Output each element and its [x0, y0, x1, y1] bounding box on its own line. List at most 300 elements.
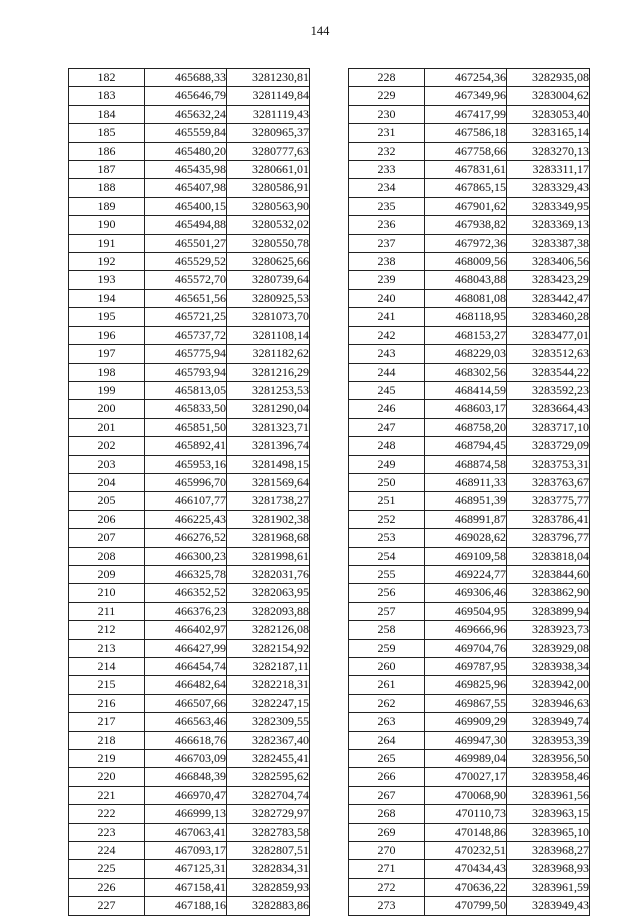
- x-coordinate-cell: 468911,33: [425, 473, 507, 491]
- y-coordinate-cell: 3280625,66: [227, 253, 310, 271]
- x-coordinate-cell: 468153,27: [425, 326, 507, 344]
- point-number-cell: 265: [349, 750, 425, 768]
- table-row: [349, 897, 590, 915]
- point-number-cell: 224: [69, 842, 145, 860]
- y-coordinate-cell: 3283942,00: [507, 676, 590, 694]
- y-coordinate-cell: 3282154,92: [227, 639, 310, 657]
- table-row: [69, 529, 310, 547]
- y-coordinate-cell: 3283961,59: [507, 878, 590, 896]
- coordinates-table-left: [68, 68, 310, 916]
- table-row: [349, 786, 590, 804]
- point-number-cell: 261: [349, 676, 425, 694]
- point-number-cell: 235: [349, 197, 425, 215]
- y-coordinate-cell: 3282859,93: [227, 878, 310, 896]
- table-row: [349, 345, 590, 363]
- point-number-cell: 196: [69, 326, 145, 344]
- y-coordinate-cell: 3280739,64: [227, 271, 310, 289]
- table-row: [349, 639, 590, 657]
- table-row: [349, 492, 590, 510]
- x-coordinate-cell: 465996,70: [145, 473, 227, 491]
- x-coordinate-cell: 470636,22: [425, 878, 507, 896]
- point-number-cell: 249: [349, 455, 425, 473]
- table-row: [349, 602, 590, 620]
- point-number-cell: 187: [69, 161, 145, 179]
- x-coordinate-cell: 466482,64: [145, 676, 227, 694]
- y-coordinate-cell: 3283004,62: [507, 87, 590, 105]
- point-number-cell: 214: [69, 658, 145, 676]
- table-row: [69, 860, 310, 878]
- y-coordinate-cell: 3282126,08: [227, 621, 310, 639]
- x-coordinate-cell: 466563,46: [145, 713, 227, 731]
- table-row: [69, 455, 310, 473]
- point-number-cell: 244: [349, 363, 425, 381]
- table-row: [69, 602, 310, 620]
- y-coordinate-cell: 3282093,88: [227, 602, 310, 620]
- point-number-cell: 269: [349, 823, 425, 841]
- y-coordinate-cell: 3283953,39: [507, 731, 590, 749]
- x-coordinate-cell: 467125,31: [145, 860, 227, 878]
- table-row: [69, 105, 310, 123]
- x-coordinate-cell: 465688,33: [145, 69, 227, 87]
- x-coordinate-cell: 470148,86: [425, 823, 507, 841]
- x-coordinate-cell: 469787,95: [425, 658, 507, 676]
- table-body-left: [69, 69, 310, 916]
- table-row: [69, 87, 310, 105]
- x-coordinate-cell: 468603,17: [425, 400, 507, 418]
- y-coordinate-cell: 3283968,27: [507, 842, 590, 860]
- x-coordinate-cell: 467158,41: [145, 878, 227, 896]
- x-coordinate-cell: 468951,39: [425, 492, 507, 510]
- table-row: [69, 897, 310, 915]
- x-coordinate-cell: 469504,95: [425, 602, 507, 620]
- y-coordinate-cell: 3283592,23: [507, 381, 590, 399]
- x-coordinate-cell: 466276,52: [145, 529, 227, 547]
- table-row: [69, 437, 310, 455]
- x-coordinate-cell: 466352,52: [145, 584, 227, 602]
- x-coordinate-cell: 469109,58: [425, 547, 507, 565]
- point-number-cell: 232: [349, 142, 425, 160]
- x-coordinate-cell: 466703,09: [145, 750, 227, 768]
- y-coordinate-cell: 3283442,47: [507, 289, 590, 307]
- y-coordinate-cell: 3280925,53: [227, 289, 310, 307]
- table-row: [69, 547, 310, 565]
- point-number-cell: 272: [349, 878, 425, 896]
- table-row: [69, 584, 310, 602]
- x-coordinate-cell: 467586,18: [425, 124, 507, 142]
- point-number-cell: 268: [349, 805, 425, 823]
- x-coordinate-cell: 466618,76: [145, 731, 227, 749]
- x-coordinate-cell: 467188,16: [145, 897, 227, 915]
- x-coordinate-cell: 466376,23: [145, 602, 227, 620]
- table-row: [349, 326, 590, 344]
- point-number-cell: 262: [349, 694, 425, 712]
- point-number-cell: 183: [69, 87, 145, 105]
- table-row: [349, 289, 590, 307]
- x-coordinate-cell: 468874,58: [425, 455, 507, 473]
- table-row: [69, 234, 310, 252]
- table-row: [349, 658, 590, 676]
- point-number-cell: 263: [349, 713, 425, 731]
- y-coordinate-cell: 3282595,62: [227, 768, 310, 786]
- table-row: [349, 547, 590, 565]
- x-coordinate-cell: 465480,20: [145, 142, 227, 160]
- point-number-cell: 203: [69, 455, 145, 473]
- x-coordinate-cell: 465494,88: [145, 216, 227, 234]
- point-number-cell: 259: [349, 639, 425, 657]
- x-coordinate-cell: 470027,17: [425, 768, 507, 786]
- point-number-cell: 190: [69, 216, 145, 234]
- table-row: [349, 842, 590, 860]
- x-coordinate-cell: 465813,05: [145, 381, 227, 399]
- table-row: [349, 823, 590, 841]
- x-coordinate-cell: 470110,73: [425, 805, 507, 823]
- table-row: [349, 87, 590, 105]
- table-row: [69, 731, 310, 749]
- x-coordinate-cell: 469028,62: [425, 529, 507, 547]
- x-coordinate-cell: 467417,99: [425, 105, 507, 123]
- table-row: [69, 400, 310, 418]
- x-coordinate-cell: 465572,70: [145, 271, 227, 289]
- table-row: [349, 860, 590, 878]
- table-row: [69, 658, 310, 676]
- point-number-cell: 247: [349, 418, 425, 436]
- point-number-cell: 200: [69, 400, 145, 418]
- point-number-cell: 184: [69, 105, 145, 123]
- point-number-cell: 201: [69, 418, 145, 436]
- x-coordinate-cell: 467758,66: [425, 142, 507, 160]
- point-number-cell: 217: [69, 713, 145, 731]
- y-coordinate-cell: 3283949,43: [507, 897, 590, 915]
- y-coordinate-cell: 3283369,13: [507, 216, 590, 234]
- table-row: [349, 529, 590, 547]
- table-row: [349, 363, 590, 381]
- x-coordinate-cell: 465529,52: [145, 253, 227, 271]
- coordinates-table-right: [348, 68, 590, 916]
- table-row: [349, 234, 590, 252]
- point-number-cell: 188: [69, 179, 145, 197]
- x-coordinate-cell: 467972,36: [425, 234, 507, 252]
- point-number-cell: 243: [349, 345, 425, 363]
- x-coordinate-cell: 465559,84: [145, 124, 227, 142]
- y-coordinate-cell: 3282704,74: [227, 786, 310, 804]
- y-coordinate-cell: 3283818,04: [507, 547, 590, 565]
- x-coordinate-cell: 468991,87: [425, 510, 507, 528]
- y-coordinate-cell: 3283796,77: [507, 529, 590, 547]
- x-coordinate-cell: 465737,72: [145, 326, 227, 344]
- x-coordinate-cell: 467901,62: [425, 197, 507, 215]
- x-coordinate-cell: 469704,76: [425, 639, 507, 657]
- y-coordinate-cell: 3281253,53: [227, 381, 310, 399]
- point-number-cell: 234: [349, 179, 425, 197]
- point-number-cell: 250: [349, 473, 425, 491]
- table-row: [69, 363, 310, 381]
- x-coordinate-cell: 465651,56: [145, 289, 227, 307]
- y-coordinate-cell: 3281216,29: [227, 363, 310, 381]
- table-row: [349, 565, 590, 583]
- table-row: [69, 142, 310, 160]
- y-coordinate-cell: 3282455,41: [227, 750, 310, 768]
- x-coordinate-cell: 465892,41: [145, 437, 227, 455]
- table-row: [349, 161, 590, 179]
- x-coordinate-cell: 465400,15: [145, 197, 227, 215]
- y-coordinate-cell: 3283963,15: [507, 805, 590, 823]
- y-coordinate-cell: 3280965,37: [227, 124, 310, 142]
- table-row: [349, 308, 590, 326]
- y-coordinate-cell: 3283053,40: [507, 105, 590, 123]
- table-row: [69, 179, 310, 197]
- point-number-cell: 271: [349, 860, 425, 878]
- table-row: [349, 69, 590, 87]
- table-row: [349, 197, 590, 215]
- x-coordinate-cell: 469306,46: [425, 584, 507, 602]
- table-row: [69, 565, 310, 583]
- y-coordinate-cell: 3280586,91: [227, 179, 310, 197]
- table-row: [69, 381, 310, 399]
- y-coordinate-cell: 3281230,81: [227, 69, 310, 87]
- point-number-cell: 256: [349, 584, 425, 602]
- point-number-cell: 237: [349, 234, 425, 252]
- x-coordinate-cell: 467254,36: [425, 69, 507, 87]
- table-row: [69, 161, 310, 179]
- x-coordinate-cell: 466999,13: [145, 805, 227, 823]
- point-number-cell: 192: [69, 253, 145, 271]
- point-number-cell: 215: [69, 676, 145, 694]
- table-row: [349, 510, 590, 528]
- table-row: [349, 455, 590, 473]
- table-row: [69, 473, 310, 491]
- y-coordinate-cell: 3281119,43: [227, 105, 310, 123]
- point-number-cell: 253: [349, 529, 425, 547]
- point-number-cell: 273: [349, 897, 425, 915]
- x-coordinate-cell: 468118,95: [425, 308, 507, 326]
- table-row: [349, 694, 590, 712]
- y-coordinate-cell: 3282247,15: [227, 694, 310, 712]
- table-row: [69, 750, 310, 768]
- x-coordinate-cell: 466427,99: [145, 639, 227, 657]
- point-number-cell: 202: [69, 437, 145, 455]
- y-coordinate-cell: 3280661,01: [227, 161, 310, 179]
- y-coordinate-cell: 3280532,02: [227, 216, 310, 234]
- table-row: [349, 381, 590, 399]
- y-coordinate-cell: 3283270,13: [507, 142, 590, 160]
- y-coordinate-cell: 3283929,08: [507, 639, 590, 657]
- x-coordinate-cell: 468081,08: [425, 289, 507, 307]
- table-row: [349, 124, 590, 142]
- x-coordinate-cell: 465435,98: [145, 161, 227, 179]
- table-row: [349, 768, 590, 786]
- point-number-cell: 207: [69, 529, 145, 547]
- point-number-cell: 191: [69, 234, 145, 252]
- x-coordinate-cell: 469989,04: [425, 750, 507, 768]
- table-row: [349, 400, 590, 418]
- point-number-cell: 264: [349, 731, 425, 749]
- table-row: [69, 418, 310, 436]
- y-coordinate-cell: 3283311,17: [507, 161, 590, 179]
- point-number-cell: 270: [349, 842, 425, 860]
- table-row: [69, 271, 310, 289]
- x-coordinate-cell: 470799,50: [425, 897, 507, 915]
- y-coordinate-cell: 3283899,94: [507, 602, 590, 620]
- x-coordinate-cell: 467349,96: [425, 87, 507, 105]
- y-coordinate-cell: 3282309,55: [227, 713, 310, 731]
- y-coordinate-cell: 3283844,60: [507, 565, 590, 583]
- point-number-cell: 225: [69, 860, 145, 878]
- x-coordinate-cell: 465501,27: [145, 234, 227, 252]
- point-number-cell: 220: [69, 768, 145, 786]
- point-number-cell: 254: [349, 547, 425, 565]
- table-row: [69, 676, 310, 694]
- point-number-cell: 209: [69, 565, 145, 583]
- point-number-cell: 227: [69, 897, 145, 915]
- y-coordinate-cell: 3281902,38: [227, 510, 310, 528]
- table-row: [349, 142, 590, 160]
- point-number-cell: 236: [349, 216, 425, 234]
- table-row: [349, 253, 590, 271]
- point-number-cell: 248: [349, 437, 425, 455]
- x-coordinate-cell: 468794,45: [425, 437, 507, 455]
- y-coordinate-cell: 3283763,67: [507, 473, 590, 491]
- point-number-cell: 198: [69, 363, 145, 381]
- y-coordinate-cell: 3283946,63: [507, 694, 590, 712]
- y-coordinate-cell: 3283862,90: [507, 584, 590, 602]
- y-coordinate-cell: 3283965,10: [507, 823, 590, 841]
- point-number-cell: 241: [349, 308, 425, 326]
- point-number-cell: 206: [69, 510, 145, 528]
- table-row: [69, 289, 310, 307]
- x-coordinate-cell: 469224,77: [425, 565, 507, 583]
- table-row: [69, 216, 310, 234]
- table-row: [349, 105, 590, 123]
- y-coordinate-cell: 3283923,73: [507, 621, 590, 639]
- y-coordinate-cell: 3283968,93: [507, 860, 590, 878]
- point-number-cell: 257: [349, 602, 425, 620]
- point-number-cell: 245: [349, 381, 425, 399]
- x-coordinate-cell: 466225,43: [145, 510, 227, 528]
- point-number-cell: 231: [349, 124, 425, 142]
- point-number-cell: 251: [349, 492, 425, 510]
- point-number-cell: 238: [349, 253, 425, 271]
- y-coordinate-cell: 3282187,11: [227, 658, 310, 676]
- x-coordinate-cell: 466970,47: [145, 786, 227, 804]
- table-row: [349, 676, 590, 694]
- y-coordinate-cell: 3282031,76: [227, 565, 310, 583]
- y-coordinate-cell: 3283961,56: [507, 786, 590, 804]
- y-coordinate-cell: 3282834,31: [227, 860, 310, 878]
- y-coordinate-cell: 3283786,41: [507, 510, 590, 528]
- point-number-cell: 246: [349, 400, 425, 418]
- x-coordinate-cell: 465833,50: [145, 400, 227, 418]
- table-row: [69, 253, 310, 271]
- point-number-cell: 182: [69, 69, 145, 87]
- y-coordinate-cell: 3283329,43: [507, 179, 590, 197]
- point-number-cell: 258: [349, 621, 425, 639]
- table-row: [349, 584, 590, 602]
- y-coordinate-cell: 3282729,97: [227, 805, 310, 823]
- x-coordinate-cell: 466402,97: [145, 621, 227, 639]
- point-number-cell: 222: [69, 805, 145, 823]
- y-coordinate-cell: 3281290,04: [227, 400, 310, 418]
- x-coordinate-cell: 467865,15: [425, 179, 507, 197]
- x-coordinate-cell: 465953,16: [145, 455, 227, 473]
- table-row: [69, 124, 310, 142]
- y-coordinate-cell: 3283477,01: [507, 326, 590, 344]
- x-coordinate-cell: 465407,98: [145, 179, 227, 197]
- x-coordinate-cell: 469909,29: [425, 713, 507, 731]
- point-number-cell: 185: [69, 124, 145, 142]
- point-number-cell: 194: [69, 289, 145, 307]
- point-number-cell: 193: [69, 271, 145, 289]
- x-coordinate-cell: 468009,56: [425, 253, 507, 271]
- page-number: 144: [310, 24, 330, 38]
- x-coordinate-cell: 470068,90: [425, 786, 507, 804]
- point-number-cell: 255: [349, 565, 425, 583]
- y-coordinate-cell: 3283956,50: [507, 750, 590, 768]
- table-row: [349, 731, 590, 749]
- y-coordinate-cell: 3281182,62: [227, 345, 310, 363]
- y-coordinate-cell: 3282807,51: [227, 842, 310, 860]
- point-number-cell: 230: [349, 105, 425, 123]
- x-coordinate-cell: 469867,55: [425, 694, 507, 712]
- point-number-cell: 267: [349, 786, 425, 804]
- x-coordinate-cell: 465793,94: [145, 363, 227, 381]
- point-number-cell: 260: [349, 658, 425, 676]
- table-row: [349, 179, 590, 197]
- x-coordinate-cell: 468758,20: [425, 418, 507, 436]
- table-row: [69, 878, 310, 896]
- point-number-cell: 228: [349, 69, 425, 87]
- point-number-cell: 186: [69, 142, 145, 160]
- x-coordinate-cell: 466848,39: [145, 768, 227, 786]
- y-coordinate-cell: 3283753,31: [507, 455, 590, 473]
- table-row: [69, 69, 310, 87]
- y-coordinate-cell: 3281569,64: [227, 473, 310, 491]
- y-coordinate-cell: 3281998,61: [227, 547, 310, 565]
- point-number-cell: 197: [69, 345, 145, 363]
- x-coordinate-cell: 466507,66: [145, 694, 227, 712]
- y-coordinate-cell: 3281073,70: [227, 308, 310, 326]
- point-number-cell: 252: [349, 510, 425, 528]
- point-number-cell: 223: [69, 823, 145, 841]
- table-row: [69, 345, 310, 363]
- point-number-cell: 216: [69, 694, 145, 712]
- y-coordinate-cell: 3283775,77: [507, 492, 590, 510]
- y-coordinate-cell: 3282063,95: [227, 584, 310, 602]
- x-coordinate-cell: 466107,77: [145, 492, 227, 510]
- x-coordinate-cell: 469825,96: [425, 676, 507, 694]
- y-coordinate-cell: 3281149,84: [227, 87, 310, 105]
- table-row: [349, 750, 590, 768]
- y-coordinate-cell: 3280550,78: [227, 234, 310, 252]
- y-coordinate-cell: 3281738,27: [227, 492, 310, 510]
- y-coordinate-cell: 3283544,22: [507, 363, 590, 381]
- point-number-cell: 195: [69, 308, 145, 326]
- x-coordinate-cell: 468043,88: [425, 271, 507, 289]
- point-number-cell: 205: [69, 492, 145, 510]
- y-coordinate-cell: 3283406,56: [507, 253, 590, 271]
- point-number-cell: 218: [69, 731, 145, 749]
- table-row: [69, 805, 310, 823]
- point-number-cell: 213: [69, 639, 145, 657]
- table-body-right: [349, 69, 590, 916]
- table-row: [349, 713, 590, 731]
- x-coordinate-cell: 469666,96: [425, 621, 507, 639]
- x-coordinate-cell: 466325,78: [145, 565, 227, 583]
- point-number-cell: 240: [349, 289, 425, 307]
- point-number-cell: 211: [69, 602, 145, 620]
- x-coordinate-cell: 465646,79: [145, 87, 227, 105]
- point-number-cell: 208: [69, 547, 145, 565]
- y-coordinate-cell: 3283664,43: [507, 400, 590, 418]
